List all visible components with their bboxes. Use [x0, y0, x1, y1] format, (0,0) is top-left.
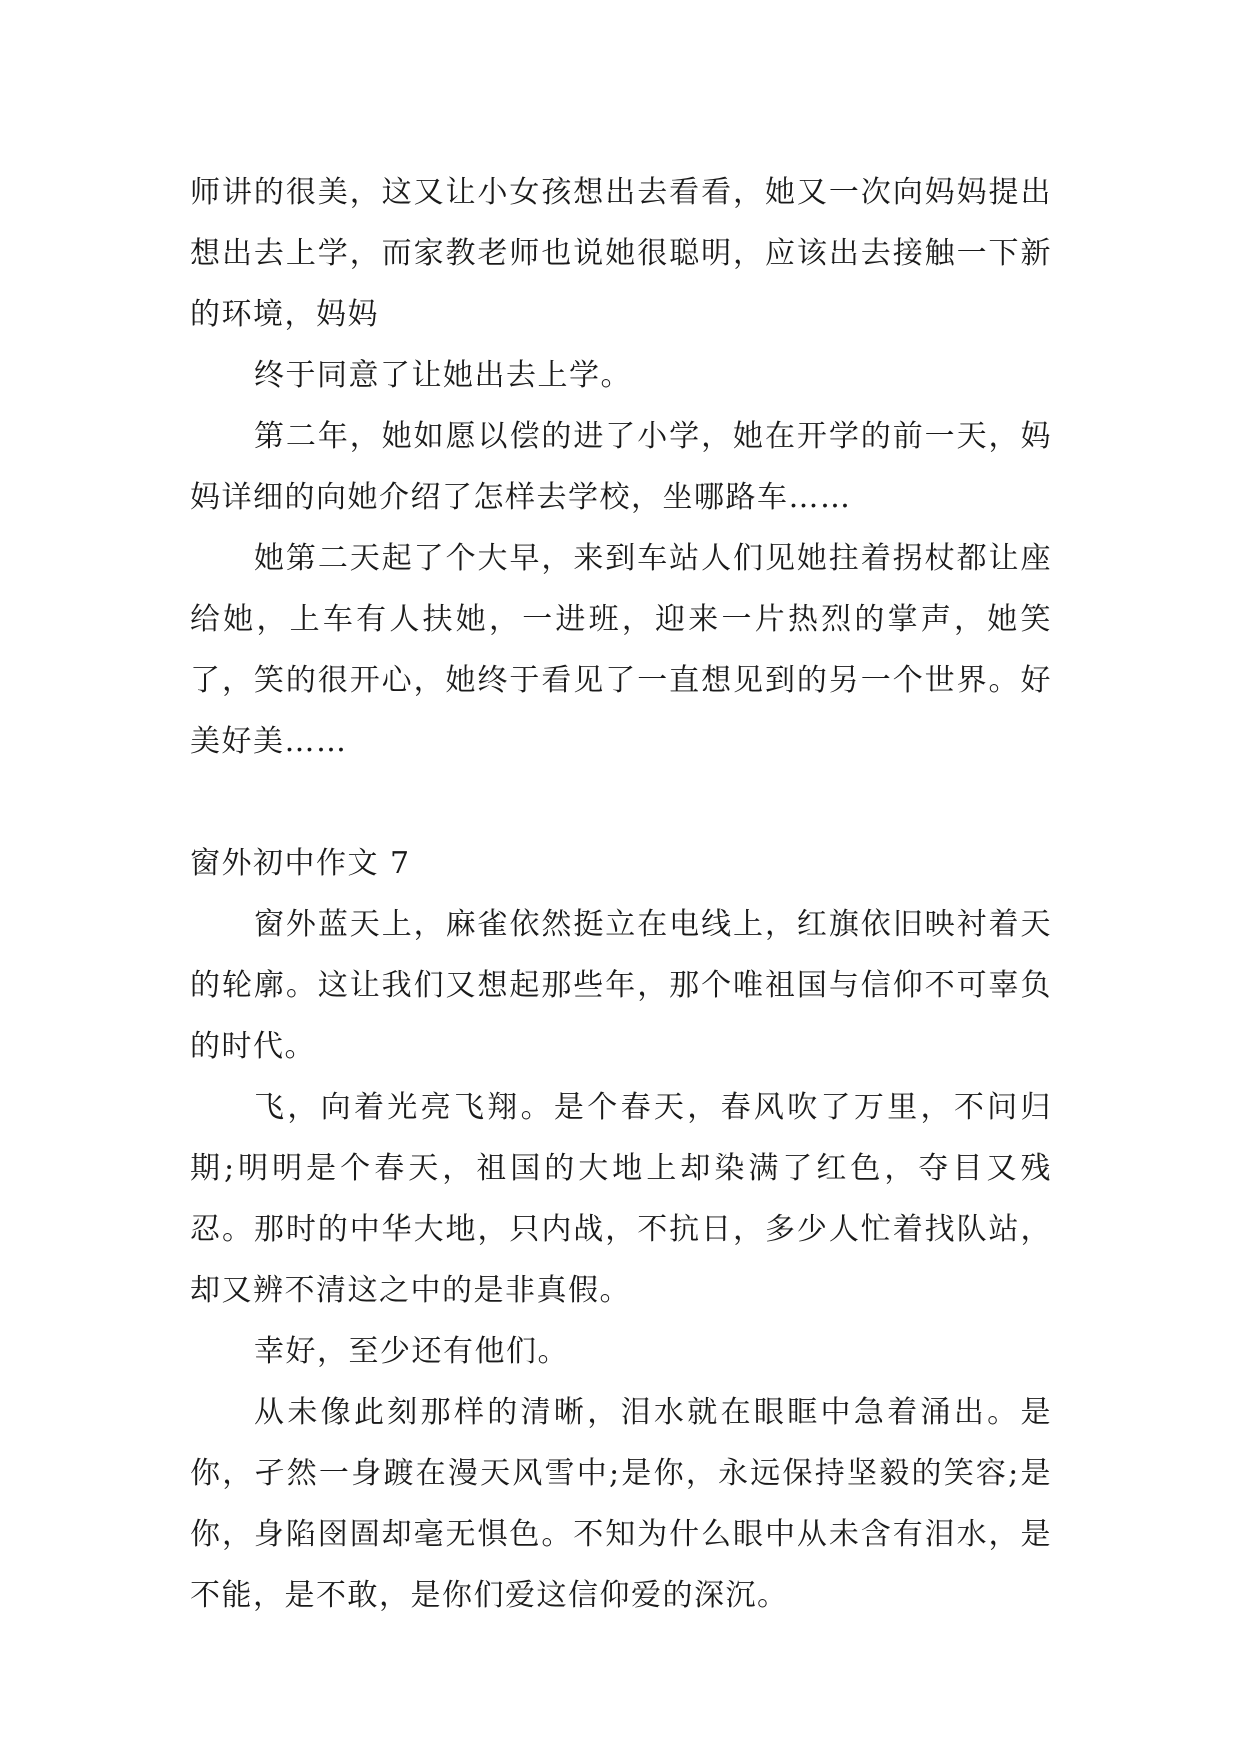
paragraph: 她第二天起了个大早，来到车站人们见她拄着拐杖都让座给她，上车有人扶她，一进班，迎来一片热烈的掌声，她笑了，笑的很开心，她终于看见了一直想见到的另一个世界。好美好美…… [190, 541, 1052, 759]
essay-title: 窗外初中作文 7 [190, 846, 411, 881]
document-body [190, 162, 1052, 1626]
paragraph: 飞，向着光亮飞翔。是个春天，春风吹了万里，不问归期;明明是个春天，祖国的大地上却染满了红色，夺目又残忍。那时的中华大地，只内战，不抗日，多少人忙着找队站，却又辨不清这之中的是非真假。 [190, 1090, 1052, 1308]
paragraph: 终于同意了让她出去上学。 [254, 358, 632, 393]
paragraph: 第二年，她如愿以偿的进了小学，她在开学的前一天，妈妈详细的向她介绍了怎样去学校，坐哪路车…… [190, 419, 1052, 515]
paragraph-continued: 师讲的很美，这又让小女孩想出去看看，她又一次向妈妈提出想出去上学，而家教老师也说她很聪明，应该出去接触一下新的环境，妈妈 [190, 175, 1052, 332]
paragraph: 从未像此刻那样的清晰，泪水就在眼眶中急着涌出。是你，孑然一身踱在漫天风雪中;是你，永远保持坚毅的笑容;是你，身陷囹圄却毫无惧色。不知为什么眼中从未含有泪水，是不能，是不敢，是你们爱这信仰爱的深沉。 [190, 1395, 1052, 1613]
paragraph: 窗外蓝天上，麻雀依然挺立在电线上，红旗依旧映衬着天的轮廓。这让我们又想起那些年，那个唯祖国与信仰不可辜负的时代。 [190, 907, 1052, 1064]
paragraph: 幸好，至少还有他们。 [254, 1334, 569, 1369]
